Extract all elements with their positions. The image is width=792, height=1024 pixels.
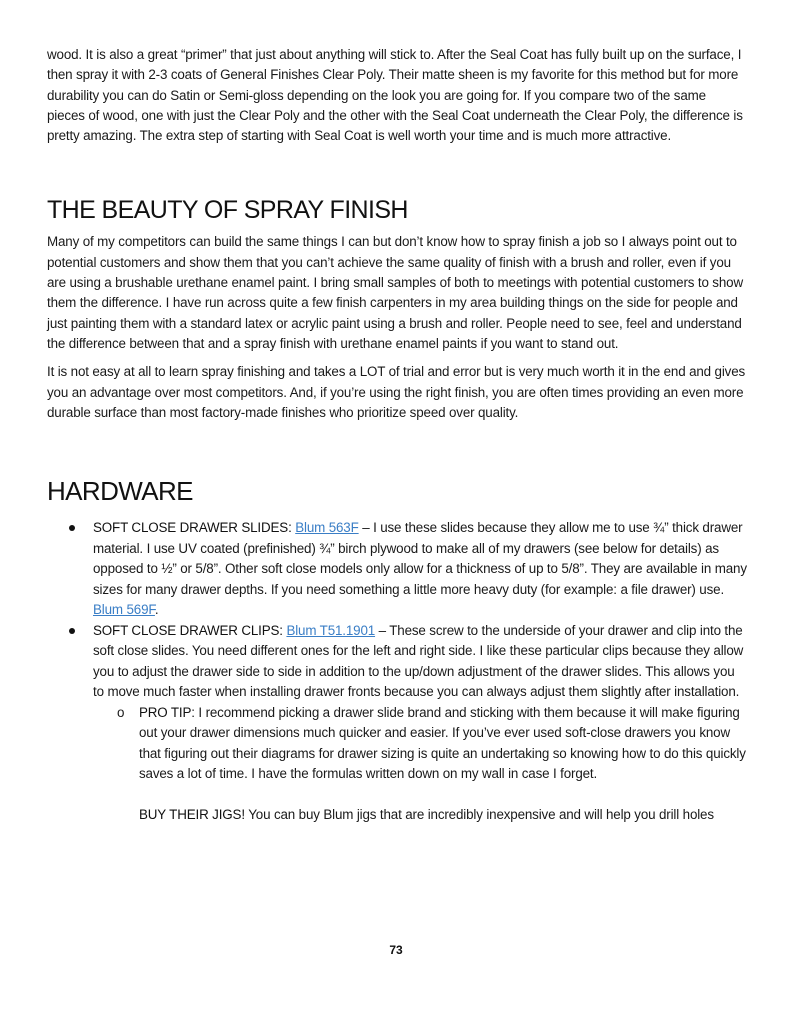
- spray-paragraph-2: It is not easy at all to learn spray finishing and takes a LOT of trial and error but is very much worth it in the end and gives you an advantage over most competitors. And, if you’re using the right finish, you are often times providing an even more durable surface than most factory-made finishes who prioritize speed over quality.: [47, 364, 746, 420]
- sub-bullet-icon: o: [117, 704, 125, 720]
- intro-paragraph: wood. It is also a great “primer” that just about anything will stick to. After the Seal Coat has fully built up on the surface, I then spray it with 2-3 coats of General Finishes Clear Poly. Their matte sheen is my favorite for this method but for more durability you can do Satin or Semi-gloss depending on the look you are going for. If you compare two of the same pieces of wood, one with just the Clear Poly and the other with the Seal Coat underneath the Clear Poly, the difference is pretty amazing. The extra step of starting with Seal Coat is well worth your time and is much more attractive.: [47, 47, 743, 144]
- jig-label: BUY THEIR JIGS!: [139, 806, 245, 822]
- spray-finish-heading: THE BEAUTY OF SPRAY FINISH: [47, 196, 408, 225]
- list-item-drawer-slides: [47, 518, 747, 621]
- page-number: 73: [389, 943, 403, 957]
- item-label: SOFT CLOSE DRAWER SLIDES:: [93, 520, 292, 536]
- jig-text: You can buy Blum jigs that are incredibly inexpensive and will help you drill holes: [244, 806, 714, 822]
- spray-paragraph-1: Many of my competitors can build the same things I can but don’t know how to spray finish a job so I always point out to potential customers and show them that you can’t achieve the same quality of finish with a brush and roller, even if you are using a brushable urethane enamel paint. I bring small samples of both to meetings with potential customers to show them the difference. I have run across quite a few finish carpenters in my area building things on the side for people and just painting them with a standard latex or acrylic paint using a brush and roller. People need to see, feel and understand the difference between that and a spray finish with urethane enamel paints if you want to stand out.: [47, 234, 743, 351]
- pro-tip-subitem: [93, 703, 747, 826]
- hardware-list: [47, 518, 747, 825]
- item-end: .: [154, 602, 159, 618]
- blum-t51-link[interactable]: Blum T51.1901: [286, 622, 376, 638]
- blum-569f-link[interactable]: Blum 569F: [93, 602, 155, 618]
- jig-line: [139, 805, 747, 826]
- pro-tip-text: : I recommend picking a drawer slide brand and sticking with them because it will make figuring out your drawer dimensions much quicker and easier. If you’ve ever used soft-close drawers you know that figuring out their diagrams for drawer sizing is quite an undertaking so knowing how to do this quickly saves a lot of time. I have the formulas written down on my wall in case I forget.: [139, 704, 746, 782]
- bullet-icon: [69, 628, 75, 634]
- list-item-drawer-clips: [47, 621, 747, 826]
- pro-tip-label: PRO TIP: [139, 704, 192, 720]
- bullet-icon: [69, 525, 75, 531]
- item-text: – I use these slides because they allow me to use ¾” thick drawer material. I use UV coated (prefinished) ¾” birch plywood to make all of my drawers (see below for details) as opposed to ½” or 5/8”. Other soft close models only allow for a thickness of up to 5/8”. They are available in many sizes for many drawer depths. If you need something a little more heavy duty (for example: a file drawer) use.: [93, 520, 747, 597]
- item-text: – These screw to the underside of your drawer and clip into the soft close slides. You need different ones for the left and right side. I like these particular clips because they allow you to adjust the drawer side to side in addition to the up/down adjustment of the drawer slides. This allows you to move much faster when installing drawer fronts because you can always adjust them slightly after installation.: [93, 622, 744, 700]
- blum-563f-link[interactable]: Blum 563F: [295, 520, 359, 536]
- hardware-heading: HARDWARE: [47, 476, 193, 507]
- document-page: [47, 45, 747, 825]
- item-label: SOFT CLOSE DRAWER CLIPS:: [93, 622, 283, 638]
